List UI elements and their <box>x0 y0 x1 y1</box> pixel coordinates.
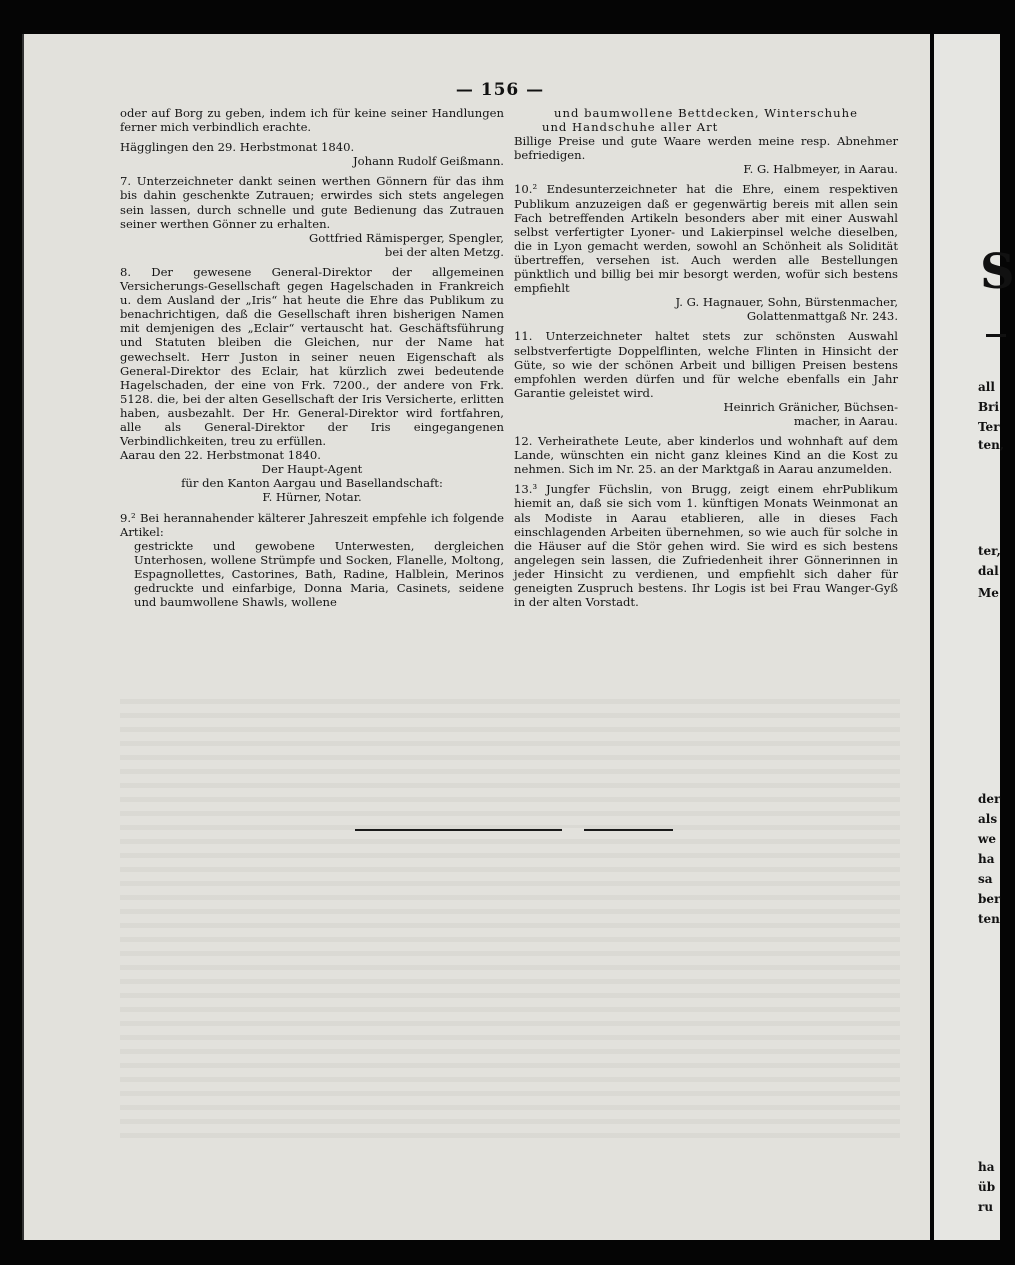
ad-10-text: 10.² Endesunterzeichneter hat die Ehre, einem respektiven Publikum anzuzeigen daß er gegenwärtig bereis mit allen sein Fach betreffenden Artikeln besonders aber mit einer Auswahl selbst verfertigter Lyoner- und Lakierpinsel welche dieselben, die in Lyon gemacht werden, sowohl an Schönheit als Solidität übertreffen, versehen ist. Auch werden alle Bestellungen pünktlich und billig bei mir besorgt werden, wofür sich bestens empfiehlt <box>514 182 898 296</box>
adjacent-rule <box>986 334 1006 337</box>
adjacent-line-9: als <box>978 812 998 826</box>
continuation-signature: Johann Rudolf Geißmann. <box>352 154 504 169</box>
ad-10-signature-1: J. G. Hagnauer, Sohn, Bürstenmacher, <box>675 295 898 310</box>
ad-11-text: 11. Unterzeichneter haltet stets zur schönsten Auswahl selbstverfertigte Doppelflinten, welche Flinten in Hinsicht der Güte, so wie der schönen Arbeit und billigen Preisen bestens empfohlen werden dürfen und für welche ebenfalls ein Jahr Garantie geleistet wird. <box>514 329 898 400</box>
adjacent-line-15: ha <box>978 1160 995 1174</box>
ad-8-signature-2: für den Kanton Aargau und Basellandschaft: <box>181 476 443 491</box>
adjacent-large-letter: S <box>980 244 1015 300</box>
adjacent-line-13: ber <box>978 892 1001 906</box>
adjacent-line-14: ten <box>978 912 1000 926</box>
ad-12-text: 12. Verheirathete Leute, aber kinderlos und wohnhaft auf dem Lande, wünschten ein nicht ganz kleines Kind an die Kost zu nehmen. Sich im Nr. 25. an der Marktgaß in Aarau anzumelden. <box>514 434 898 477</box>
adjacent-line-5: ter, <box>978 544 1001 558</box>
divider-gap <box>562 828 584 832</box>
ad-8-text: 8. Der gewesene General-Direktor der allgemeinen Versicherungs-Gesellschaft gegen Hagelschaden in Frankreich u. dem Ausland der „Iris“ hat heute die Ehre das Publikum zu benachrichtigen, daß die Gesellschaft ihren bisherigen Namen mit demjenigen des „Eclair“ vertauscht hat. Geschäftsführung und Statuten bleiben die Gleichen, nur der Name hat gewechselt. Herr Juston in seiner neuen Eigenschaft als General-Direktor des Eclair, hat kürzlich zwei bedeutende Hagelschaden, der eine von Frk. 7200., der andere von Frk. 5128. die, bei der alten Gesellschaft der Iris Versicherte, erlitten haben, ausbezahlt. Der Hr. General-Direktor wird fortfahren, alle als General-Direktor der Iris eingegangenen Verbindlichkeiten, treu zu erfüllen. <box>120 264 504 449</box>
ad-9-items: gestrickte und gewobene Unterwesten, dergleichen Unterhosen, wollene Strümpfe und Socken, Flanelle, Moltong, Espagnollettes, Castorines, Bath, Radine, Halblein, Merinos gedruckte und einfarbige, Donna Maria, Casinets, seidene und baumwollene Shawls, wollene <box>134 538 504 610</box>
ad-9-signature: F. G. Halbmeyer, in Aarau. <box>743 162 898 177</box>
ad-11-signature-2: macher, in Aarau. <box>793 413 898 428</box>
adjacent-line-6: dal <box>978 564 999 578</box>
continuation-text: oder auf Borg zu geben, indem ich für keine seiner Handlungen ferner mich verbindlich erachte. <box>120 106 504 135</box>
ad-10-signature-2: Golattenmattgaß Nr. 243. <box>746 309 898 324</box>
adjacent-line-12: sa <box>978 872 993 886</box>
ad-9-text: 9.² Bei herannahender kälterer Jahreszeit empfehle ich folgende Artikel: <box>120 510 504 539</box>
ad-9-continuation-1: und baumwollene Bettdecken, Winterschuhe <box>554 106 858 120</box>
adjacent-line-2: Bri <box>978 400 1000 414</box>
adjacent-line-16: üb <box>978 1180 996 1194</box>
adjacent-page-edge <box>934 34 1015 1240</box>
ad-11-signature-1: Heinrich Gränicher, Büchsen- <box>723 399 898 414</box>
ad-9-continuation-2: und Handschuhe aller Art <box>542 120 719 135</box>
adjacent-line-3: Ter <box>978 420 1000 434</box>
ad-9-continuation-3: Billige Preise und gute Waare werden meine resp. Abnehmer befriedigen. <box>514 134 898 163</box>
page-number: — 156 — <box>455 80 545 100</box>
show-through-texture <box>120 690 900 1140</box>
section-divider-rule <box>355 829 673 831</box>
ad-7-text: 7. Unterzeichneter dankt seinen werthen Gönnern für das ihm bis dahin geschenkte Zutrauen; erwirdes sich stets angelegen sein lassen, durch schnelle und gute Bedienung das Zutrauen seiner werthen Gönner zu erhalten. <box>120 174 504 231</box>
adjacent-line-8: der <box>978 792 1001 806</box>
ad-8-signature-3: F. Hürner, Notar. <box>262 490 362 505</box>
adjacent-line-4: ten, <box>978 438 1005 452</box>
adjacent-line-1: all <box>978 380 995 394</box>
ad-8-place-date: Aarau den 22. Herbstmonat 1840. <box>120 448 321 463</box>
ad-13-text: 13.³ Jungfer Füchslin, von Brugg, zeigt einem ehrPublikum hiemit an, daß sie sich vom 1. künftigen Monats Weinmonat an als Modiste in Aarau etablieren, alle in dieses Fach einschlagenden Arbeiten übernehmen, so wie auch für solche in die Häuser auf die Stör gehen wird. Sie wird es sich bestens angelegen sein lassen, die Zufriedenheit ihrer Gönnerinnen in jeder Hinsicht zu verdienen, und empfiehlt sich daher für geneigten Zuspruch bestens. Ihr Logis ist bei Frau Wanger-Gyß in der alten Vorstadt. <box>514 482 898 610</box>
ad-7-signature-2: bei der alten Metzg. <box>384 244 504 259</box>
continuation-place-date: Hägglingen den 29. Herbstmonat 1840. <box>120 140 355 155</box>
adjacent-line-11: ha <box>978 852 995 866</box>
right-column <box>514 106 898 615</box>
ad-8-signature-1: Der Haupt-Agent <box>261 462 363 477</box>
left-column <box>120 106 504 615</box>
ad-7-signature-1: Gottfried Rämisperger, Spengler, <box>308 230 504 245</box>
adjacent-line-10: we <box>978 832 996 846</box>
adjacent-line-7: Me <box>978 586 999 600</box>
adjacent-line-17: ru <box>978 1200 994 1214</box>
